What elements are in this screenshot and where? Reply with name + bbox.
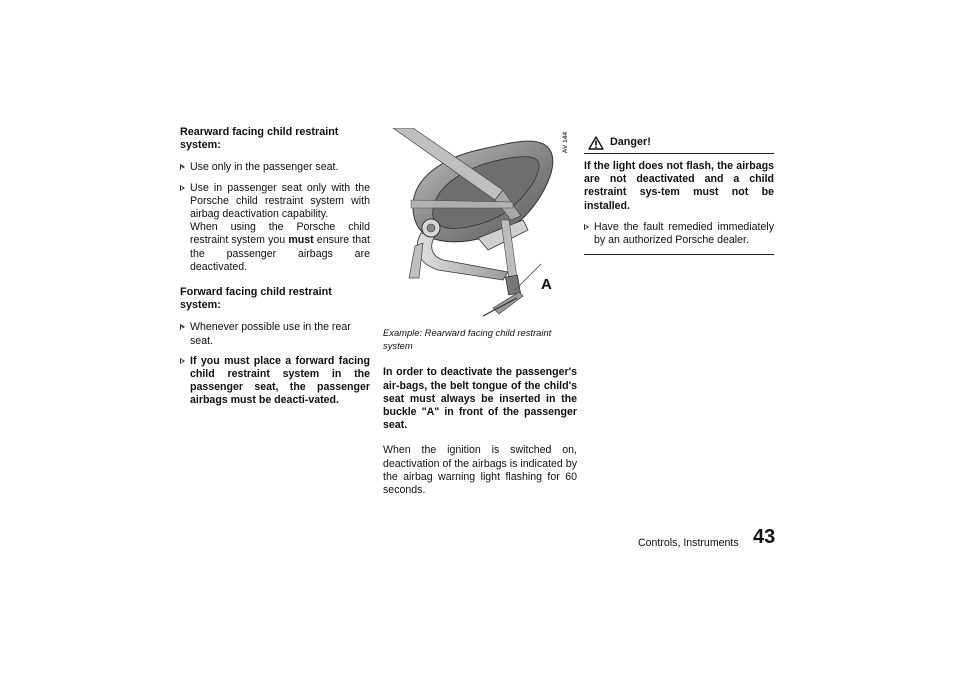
page-number: 43 bbox=[753, 526, 776, 548]
rearward-heading: Rearward facing child restraint system: bbox=[180, 126, 339, 152]
danger-top-rule bbox=[584, 153, 774, 154]
middle-column bbox=[383, 128, 577, 497]
bullet-text: Have the fault remedied immediately by an authorized Porsche dealer. bbox=[594, 220, 774, 247]
deactivation-instruction: In order to deactivate the passenger's air-bags, the belt tongue of the child's seat must always be inserted in the buckle "A" in front of the passenger seat. bbox=[383, 366, 577, 432]
bullet-item bbox=[180, 355, 370, 408]
bullet-text: Use in passenger seat only with the Porsche child restraint system with airbag deactivation capability. bbox=[190, 181, 370, 221]
must-emphasis: must bbox=[288, 234, 314, 247]
ignition-note: When the ignition is switched on, deactivation of the airbags is indicated by the airbag warning light flashing for 60 seconds. bbox=[383, 444, 577, 497]
bullet-item bbox=[584, 221, 774, 247]
bullet-text-cont: When using the Porsche child restraint system you bbox=[190, 221, 370, 247]
bullet-text: If you must place a forward facing child restraint system in the passenger seat, the passenger airbags must be deacti-vated. bbox=[190, 354, 370, 407]
child-seat-image bbox=[383, 128, 563, 320]
figure-code: AV 144 bbox=[562, 132, 569, 154]
danger-text: If the light does not flash, the airbags are not deactivated and a child restraint sys-tem must not be installed. bbox=[584, 160, 774, 212]
section-name: Controls, Instruments bbox=[638, 537, 739, 549]
forward-heading: Forward facing child restraint system: bbox=[180, 286, 332, 312]
bullet-item bbox=[180, 321, 370, 347]
danger-header bbox=[588, 136, 774, 153]
buckle-label: A bbox=[541, 276, 552, 293]
bullet-item bbox=[180, 161, 370, 174]
child-seat-illustration bbox=[383, 128, 569, 320]
danger-label: Danger! bbox=[610, 136, 651, 149]
left-column bbox=[180, 126, 370, 415]
danger-bottom-rule bbox=[584, 254, 774, 255]
figure-caption: Example: Rearward facing child restraint system bbox=[383, 327, 552, 352]
warning-triangle-icon bbox=[588, 136, 604, 150]
bullet-text-cont2: ensure that the passenger airbags are deactivated. bbox=[190, 234, 371, 273]
bullet-item bbox=[180, 182, 370, 274]
bullet-text: Whenever possible use in the rear seat. bbox=[190, 321, 351, 347]
bullet-text: Use only in the passenger seat. bbox=[190, 161, 339, 174]
right-column bbox=[584, 136, 774, 255]
